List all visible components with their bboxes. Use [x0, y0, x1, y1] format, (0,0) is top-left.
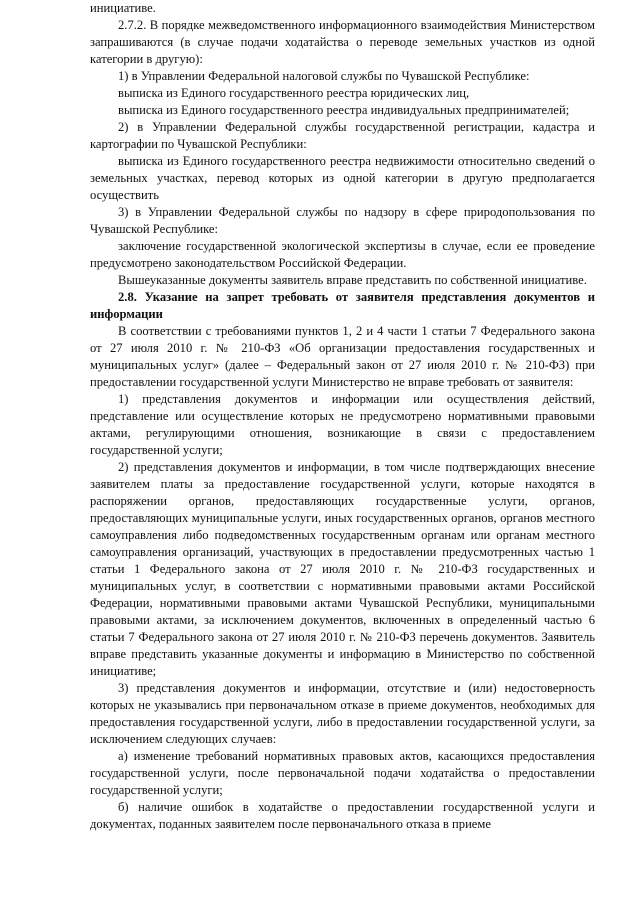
- prohibition-item-3: 3) представления документов и информации, отсутствие и (или) недостоверность которых не указывались при первоначальном отказе в приеме документов, необходимых для предоставления государственной услуги, либо в предоставлении государственной услуги, за исключением следующих случаев:: [90, 681, 595, 746]
- paragraph-2-7-2: 2.7.2. В порядке межведомственного информационного взаимодействия Министерством запрашиваются (в случае подачи ходатайства о переводе земельных участков из одной категории в другую):: [90, 18, 595, 66]
- list-item-1: 1) в Управлении Федеральной налоговой службы по Чувашской Республике:: [118, 69, 530, 83]
- prohibition-item-2: 2) представления документов и информации, в том числе подтверждающих внесение заявителем платы за предоставление государственной услуги, которые находятся в распоряжении органов, предоставляющих государственные услуги, органов, предоставляющих муниципальные услуги, иных государственных органов, органов местного самоуправления либо подведомственных государственным органам или органам местного самоуправления организаций, участвующих в предоставлении предусмотренных частью 1 статьи 1 Федерального закона от 27 июля 2010 г. № 210-ФЗ государственных и муниципальных услуг, в соответствии с нормативными правовыми актами Российской Федерации, нормативными правовыми актами Чувашской Республики, муниципальными правовыми актами, за исключением документов, включенных в определенный частью 6 статьи 7 Федерального закона от 27 июля 2010 г. № 210-ФЗ перечень документов. Заявитель вправе представить указанные документы и информацию в Министерство по собственной инициативе;: [90, 460, 595, 678]
- list-subitem-real-estate: выписка из Единого государственного реестра недвижимости относительно сведений о земельных участках, перевод которых из одной категории в другую предполагается осуществить: [90, 154, 595, 202]
- list-item-3: 3) в Управлении Федеральной службы по надзору в сфере природопользования по Чувашской Республике:: [90, 205, 595, 236]
- list-item-2: 2) в Управлении Федеральной службы государственной регистрации, кадастра и картографии по Чувашской Республики:: [90, 120, 595, 151]
- paragraph-federal-law: В соответствии с требованиями пунктов 1, 2 и 4 части 1 статьи 7 Федерального закона от 27 июля 2010 г. № 210-ФЗ «Об организации предоставления государственных и муниципальных услуг» (далее – Федеральный закон от 27 июля 2010 г. № 210-ФЗ) при предоставлении государственной услуги Министерство не вправе требовать от заявителя:: [90, 324, 595, 389]
- list-subitem-entrepreneurs: выписка из Единого государственного реестра индивидуальных предпринимателей;: [118, 103, 570, 117]
- paragraph-continuation: инициативе.: [90, 1, 156, 15]
- section-heading-2-8: 2.8. Указание на запрет требовать от заявителя представления документов и информации: [90, 290, 595, 321]
- list-subitem-ecological-expertise: заключение государственной экологической экспертизы в случае, если ее проведение предусмотрено законодательством Российской Федерации.: [90, 239, 595, 270]
- exception-item-a: а) изменение требований нормативных правовых актов, касающихся предоставления государственной услуги, после первоначальной подачи ходатайства о предоставлении государственной услуги;: [90, 749, 595, 797]
- document-page: [90, 0, 595, 833]
- exception-item-b: б) наличие ошибок в ходатайстве о предоставлении государственной услуги и документах, поданных заявителем после первоначального отказа в приеме: [90, 800, 595, 831]
- prohibition-item-1: 1) представления документов и информации или осуществления действий, представление или осуществление которых не предусмотрено нормативными правовыми актами, регулирующими отношения, возникающие в связи с предоставлением государственной услуги;: [90, 392, 595, 457]
- list-subitem-legal-entities: выписка из Единого государственного реестра юридических лиц,: [118, 86, 470, 100]
- paragraph-own-initiative: Вышеуказанные документы заявитель вправе представить по собственной инициативе.: [118, 273, 587, 287]
